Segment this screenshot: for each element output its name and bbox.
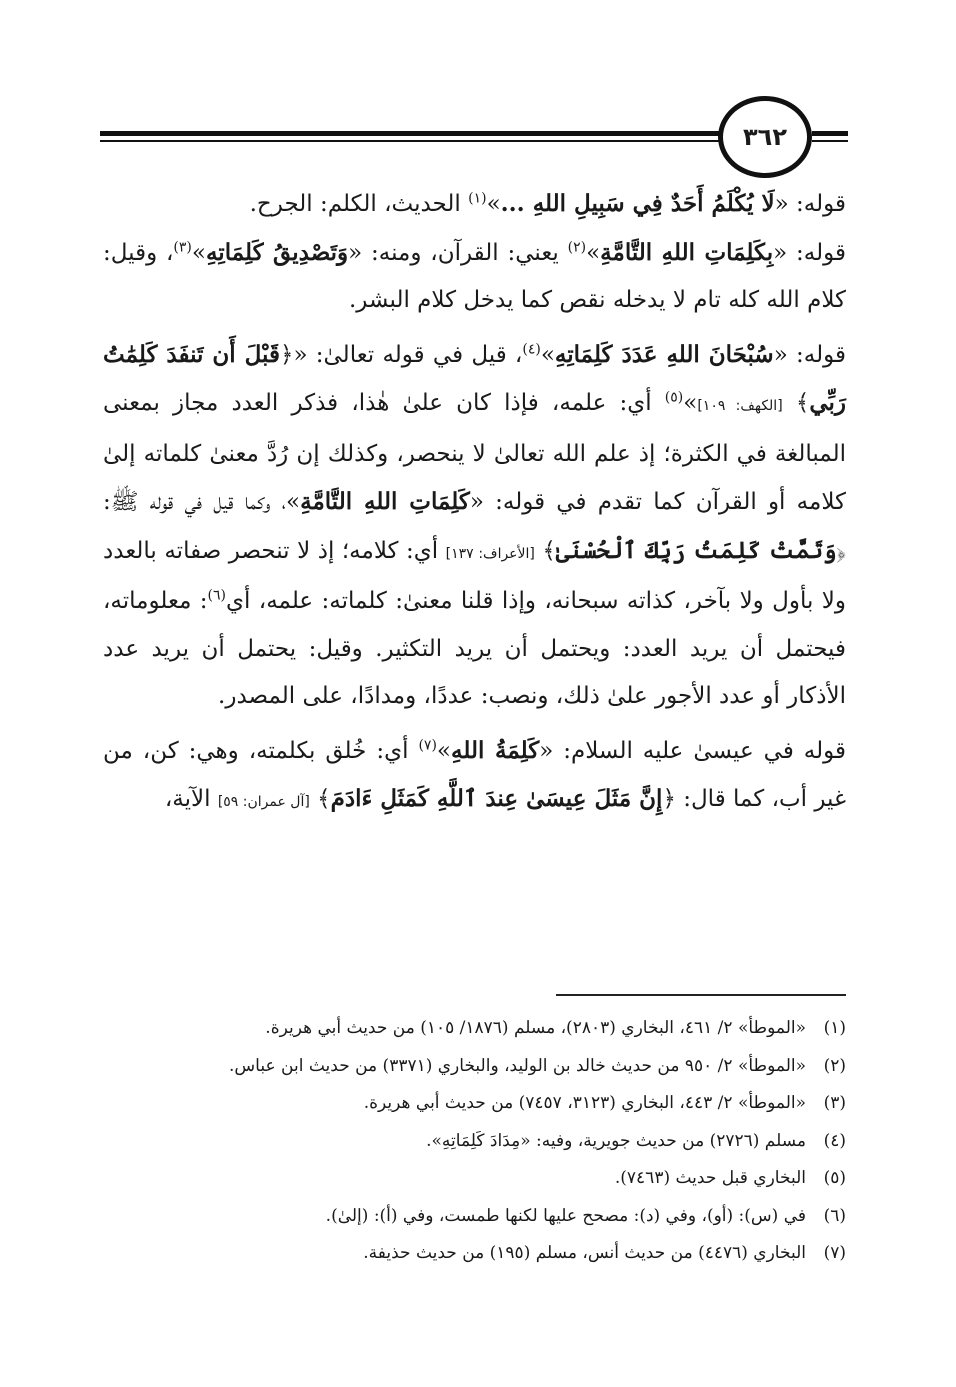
text-run: يعني: القرآن، ومنه: « xyxy=(348,239,568,266)
text-run: » xyxy=(586,239,601,266)
footnote-text: «الموطأ» ٢/ ٤٤٣، البخاري (٣١٢٣، ٧٤٥٧) من حديث أبي هريرة. xyxy=(363,1093,806,1113)
footnote-text: «الموطأ» ٢/ ٤٦١، البخاري (٢٨٠٣)، مسلم (١٨٧٦/ ١٠٥) من حديث أبي هريرة. xyxy=(265,1018,806,1038)
hadith-quote: بِكَلِمَاتِ اللهِ التَّامَّةِ xyxy=(600,238,774,266)
text-run: ﴾ xyxy=(782,390,810,416)
footnote-item xyxy=(100,1235,846,1273)
footnote-item xyxy=(100,1123,846,1161)
footnote-number: (٧) xyxy=(823,1243,846,1263)
footnote-item xyxy=(100,1048,846,1086)
quran-quote: إِنَّ مَثَلَ عِيسَىٰ عِندَ ٱللَّهِ كَمَثَلِ ءَادَمَ xyxy=(330,785,663,812)
footnote-marker[interactable]: (٦) xyxy=(207,587,226,604)
footnote-number: (١) xyxy=(823,1018,846,1038)
text-run: ، وقيل: كلام الله كله تام لا يدخله نقص كما يدخل كلام البشر. xyxy=(103,239,846,313)
paragraph-2 xyxy=(103,229,846,325)
hadith-quote: كَلِمَةُ اللهِ xyxy=(451,736,540,764)
hadith-quote: كَلِمَاتِ اللهِ التَّامَّةِ xyxy=(300,488,470,515)
text-run: قوله في عيسىٰ عليه السلام: « xyxy=(539,737,846,764)
text-run: » xyxy=(191,239,206,266)
text-run: قوله: « xyxy=(773,341,846,368)
text-run: »، وكما قيل في قوله ﷺ: ﴿ xyxy=(103,489,847,564)
footnote-number: (٦) xyxy=(823,1205,846,1226)
text-run: ، قيل في قوله تعالىٰ: «﴿ xyxy=(279,341,523,368)
footnote-marker[interactable]: (٤) xyxy=(522,340,541,357)
footnote-separator xyxy=(556,994,846,996)
footnote-marker[interactable]: (٢) xyxy=(567,238,587,255)
verse-reference: [الأعراف: ١٣٧] xyxy=(445,545,535,562)
footnote-marker[interactable]: (٣) xyxy=(173,238,192,255)
footnotes xyxy=(100,1010,846,1273)
footnote-item xyxy=(100,1010,846,1048)
footnote-number: (٤) xyxy=(823,1130,846,1151)
text-run: ﴾ xyxy=(534,537,556,564)
text-run: » xyxy=(436,737,451,764)
footnote-text: في (س): (أو)، وفي (د): مصحح عليها لكنها طمست، وفي (أ): (إلىٰ). xyxy=(325,1205,806,1226)
verse-reference: [آل عمران: ٥٩] xyxy=(217,794,310,810)
footnote-number: (٢) xyxy=(823,1055,846,1076)
footnote-text: البخاري (٤٤٧٦) من حديث أنس، مسلم (١٩٥) من حديث حذيفة. xyxy=(363,1243,806,1263)
quran-quote: قَبْلَ أَن تَنفَدَ كَلِمَٰتُ رَبِّي xyxy=(103,340,846,416)
footnote-item xyxy=(100,1160,846,1198)
hadith-quote: لَا يُكْلَمُ أَحَدٌ فِي سَبِيلِ اللهِ ... xyxy=(500,190,775,217)
text-run: الآية، xyxy=(164,786,218,812)
text-run: قوله: « xyxy=(773,239,846,266)
text-run: » xyxy=(540,341,555,368)
paragraph-4 xyxy=(103,727,846,827)
header-rule-thick xyxy=(100,131,720,136)
text-run: قوله: « xyxy=(774,191,846,217)
text-run: الحديث، الكلم: الجرح. xyxy=(249,191,469,217)
footnote-marker[interactable]: (٧) xyxy=(418,736,437,753)
main-text xyxy=(103,180,846,827)
footnote-number: (٣) xyxy=(823,1093,846,1113)
header-rule-right-thin xyxy=(812,140,848,142)
text-run: » xyxy=(486,191,501,217)
footnote-text: «الموطأ» ٢/ ٩٥٠ من حديث خالد بن الوليد، والبخاري (٣٣٧١) من حديث ابن عباس. xyxy=(229,1055,806,1076)
verse-reference: [الكهف: ١٠٩] xyxy=(697,398,783,414)
paragraph-1 xyxy=(103,180,846,229)
page-number: ٣٦٢ xyxy=(743,123,787,151)
footnote-item xyxy=(100,1085,846,1123)
text-run: ﴾ xyxy=(309,786,331,812)
footnote-marker[interactable]: (١) xyxy=(468,190,487,207)
page-number-badge xyxy=(718,96,812,178)
hadith-quote: سُبْحَانَ اللهِ عَدَدَ كَلِمَاتِهِ xyxy=(554,340,774,368)
quran-quote: وَتَمَّتْ كَلِمَتُ رَبِّكَ ٱلْحُسْنَىٰ xyxy=(555,536,837,564)
text-run: أي: كلامه؛ إذ لا تنحصر صفاته بالعدد ولا بأول ولا بآخر، كذاته سبحانه، وإذا قلنا معنىٰ: كلماته: علمه، أي xyxy=(103,537,846,614)
text-run: أي: علمه، فإذا كان علىٰ هٰذا، فذكر العدد مجاز بمعنى المبالغة في الكثرة؛ إذ علم الله تعالىٰ لا ينحصر، وكذلك إن رُدَّ معنىٰ كلماته إلىٰ كلامه أو القرآن كما تقدم في قوله: « xyxy=(103,390,846,515)
footnote-item xyxy=(100,1198,846,1236)
text-run: أي: خُلق بكلمته، وهي: كن، من غير أب، كما قال: ﴿ xyxy=(103,737,846,812)
text-run: » xyxy=(683,390,698,416)
header-rule-thin xyxy=(100,140,720,142)
footnote-text: البخاري قبل حديث (٧٤٦٣). xyxy=(614,1168,806,1188)
footnote-number: (٥) xyxy=(823,1168,846,1188)
header-rule-right-thick xyxy=(812,131,848,136)
hadith-quote: وَتَصْدِيقُ كَلِمَاتِهِ xyxy=(205,238,349,266)
text-run: : معلوماته، فيحتمل أن يريد العدد: ويحتمل أن يريد التكثير. وقيل: يحتمل أن يريد عدد الأذكار أو عدد الأجور علىٰ ذلك، ونصب: عددًا، ومدادًا، على المصدر. xyxy=(103,588,846,709)
footnote-marker[interactable]: (٥) xyxy=(664,389,684,406)
footnote-text: مسلم (٢٧٢٦) من حديث جويرية، وفيه: «مِدَادَ كَلِمَاتِهِ». xyxy=(426,1130,806,1151)
paragraph-3 xyxy=(103,331,846,721)
